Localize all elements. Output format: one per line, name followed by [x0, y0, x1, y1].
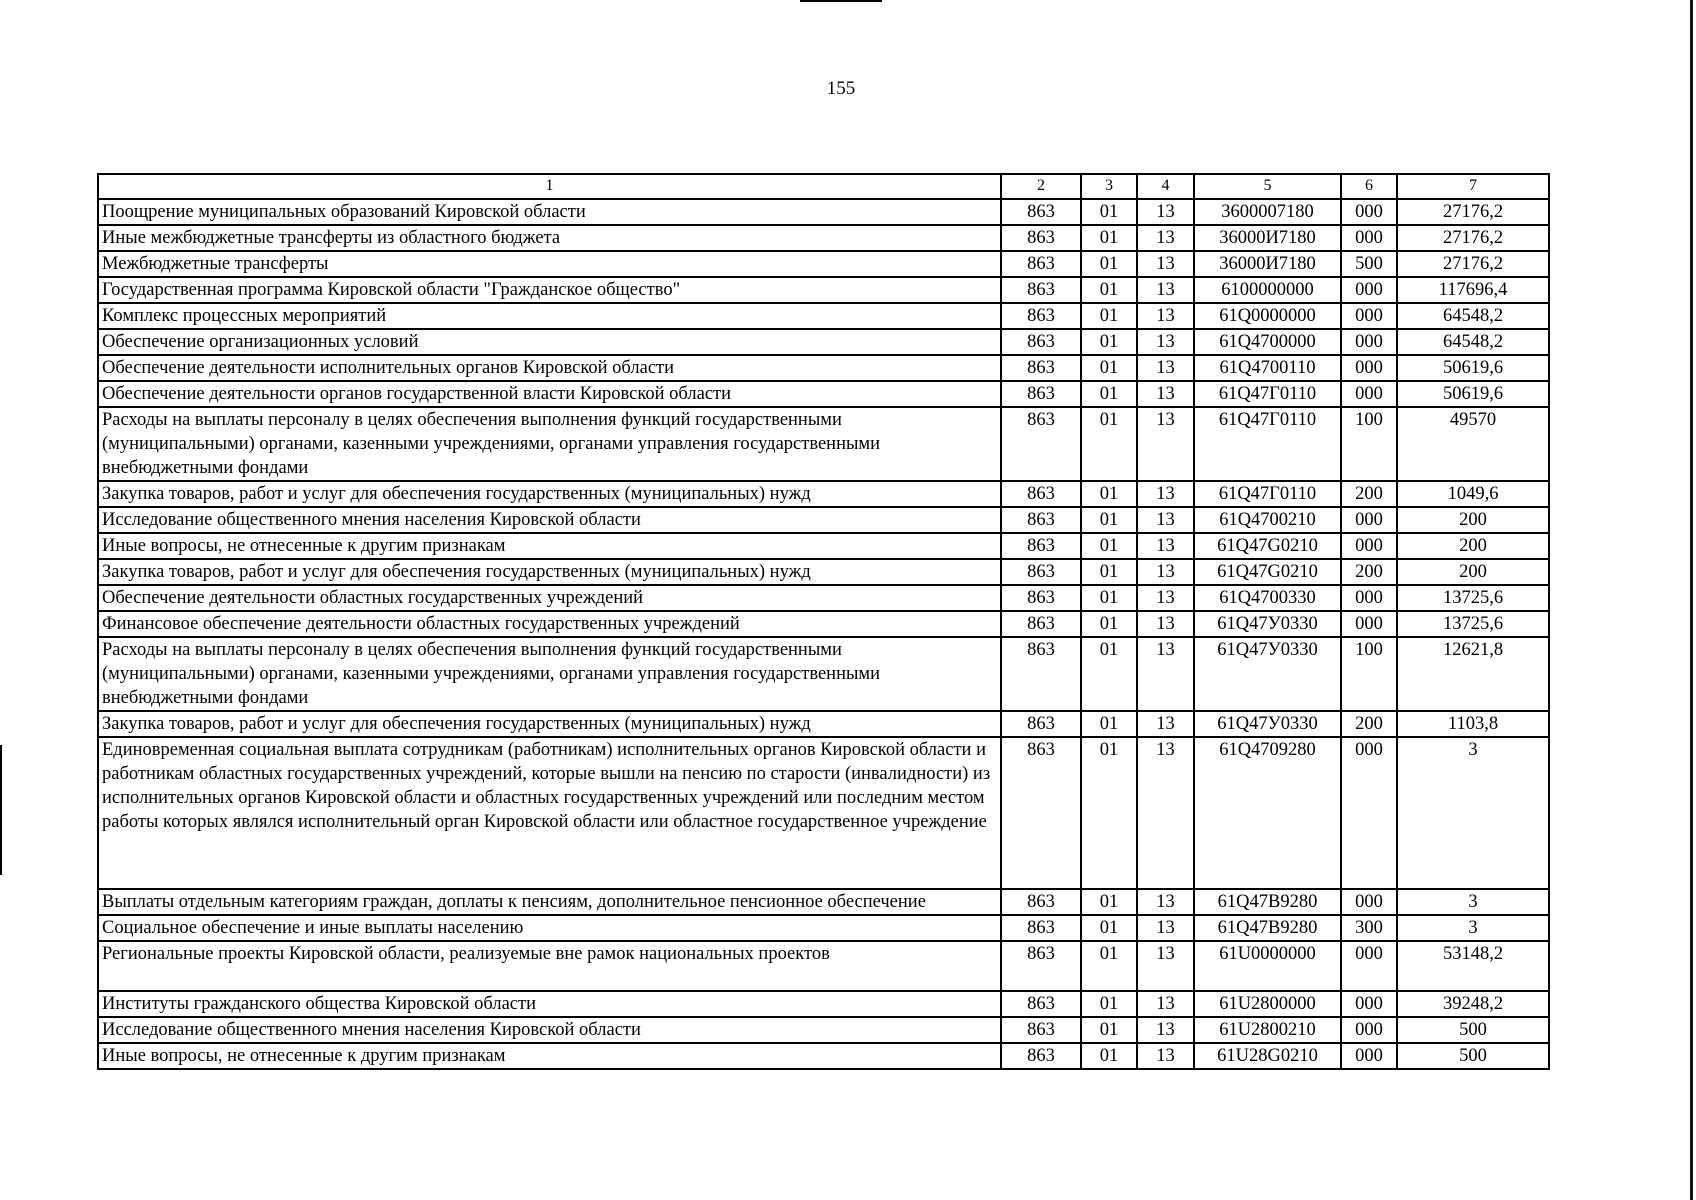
top-rule	[800, 0, 882, 2]
table-row	[98, 941, 1549, 991]
target-article-cell: 61Q4700330	[1194, 585, 1341, 611]
amount-cell: 27176,2	[1397, 251, 1549, 277]
amount-cell: 64548,2	[1397, 303, 1549, 329]
target-article-cell: 61U0000000	[1194, 941, 1341, 991]
subsection-code-cell: 13	[1137, 533, 1194, 559]
target-article-cell: 61Q47У0330	[1194, 637, 1341, 711]
table-row	[98, 559, 1549, 585]
section-code-cell: 01	[1081, 251, 1137, 277]
table-row	[98, 199, 1549, 225]
section-code-cell: 01	[1081, 941, 1137, 991]
target-article-cell: 61Q47У0330	[1194, 711, 1341, 737]
item-name-cell: Социальное обеспечение и иные выплаты населению	[98, 915, 1001, 941]
section-code-cell: 01	[1081, 225, 1137, 251]
table-row	[98, 507, 1549, 533]
amount-cell: 3	[1397, 915, 1549, 941]
chapter-code-cell: 863	[1001, 991, 1081, 1017]
amount-cell: 500	[1397, 1043, 1549, 1069]
subsection-code-cell: 13	[1137, 277, 1194, 303]
table-row	[98, 1043, 1549, 1069]
item-name-cell: Иные вопросы, не отнесенные к другим признакам	[98, 1043, 1001, 1069]
expense-type-cell: 000	[1341, 303, 1397, 329]
section-code-cell: 01	[1081, 277, 1137, 303]
expense-type-cell: 100	[1341, 407, 1397, 481]
chapter-code-cell: 863	[1001, 303, 1081, 329]
section-code-cell: 01	[1081, 991, 1137, 1017]
subsection-code-cell: 13	[1137, 381, 1194, 407]
subsection-code-cell: 13	[1137, 559, 1194, 585]
subsection-code-cell: 13	[1137, 991, 1194, 1017]
subsection-code-cell: 13	[1137, 611, 1194, 637]
expense-type-cell: 000	[1341, 611, 1397, 637]
column-header: 1	[98, 174, 1001, 199]
subsection-code-cell: 13	[1137, 1043, 1194, 1069]
item-name-cell: Закупка товаров, работ и услуг для обеспечения государственных (муниципальных) нужд	[98, 481, 1001, 507]
table-row	[98, 407, 1549, 481]
amount-cell: 13725,6	[1397, 585, 1549, 611]
scan-edge-line	[1690, 0, 1693, 1200]
chapter-code-cell: 863	[1001, 737, 1081, 889]
subsection-code-cell: 13	[1137, 507, 1194, 533]
item-name-cell: Исследование общественного мнения населения Кировской области	[98, 1017, 1001, 1043]
target-article-cell: 61Q47У0330	[1194, 611, 1341, 637]
expense-type-cell: 200	[1341, 481, 1397, 507]
subsection-code-cell: 13	[1137, 915, 1194, 941]
target-article-cell: 61Q0000000	[1194, 303, 1341, 329]
amount-cell: 500	[1397, 1017, 1549, 1043]
section-code-cell: 01	[1081, 889, 1137, 915]
item-name-cell: Обеспечение деятельности областных государственных учреждений	[98, 585, 1001, 611]
table-row	[98, 1017, 1549, 1043]
item-name-cell: Региональные проекты Кировской области, реализуемые вне рамок национальных проектов	[98, 941, 1001, 991]
section-code-cell: 01	[1081, 507, 1137, 533]
item-name-cell: Расходы на выплаты персоналу в целях обеспечения выполнения функций государственными (муниципальными) органами, казенными учреждениями, органами управления государственными внебюджетными фондами	[98, 637, 1001, 711]
section-code-cell: 01	[1081, 611, 1137, 637]
item-name-cell: Межбюджетные трансферты	[98, 251, 1001, 277]
amount-cell: 200	[1397, 533, 1549, 559]
section-code-cell: 01	[1081, 1017, 1137, 1043]
chapter-code-cell: 863	[1001, 199, 1081, 225]
section-code-cell: 01	[1081, 711, 1137, 737]
target-article-cell: 61Q4709280	[1194, 737, 1341, 889]
column-header: 2	[1001, 174, 1081, 199]
subsection-code-cell: 13	[1137, 941, 1194, 991]
amount-cell: 39248,2	[1397, 991, 1549, 1017]
amount-cell: 1049,6	[1397, 481, 1549, 507]
expense-type-cell: 000	[1341, 533, 1397, 559]
chapter-code-cell: 863	[1001, 251, 1081, 277]
expense-type-cell: 000	[1341, 277, 1397, 303]
table-row	[98, 303, 1549, 329]
chapter-code-cell: 863	[1001, 277, 1081, 303]
subsection-code-cell: 13	[1137, 585, 1194, 611]
subsection-code-cell: 13	[1137, 737, 1194, 889]
chapter-code-cell: 863	[1001, 355, 1081, 381]
scan-margin-mark	[0, 745, 2, 875]
table-row	[98, 381, 1549, 407]
table-row	[98, 711, 1549, 737]
expense-type-cell: 000	[1341, 225, 1397, 251]
table-row	[98, 329, 1549, 355]
expense-type-cell: 000	[1341, 507, 1397, 533]
item-name-cell: Обеспечение организационных условий	[98, 329, 1001, 355]
subsection-code-cell: 13	[1137, 329, 1194, 355]
amount-cell: 50619,6	[1397, 381, 1549, 407]
chapter-code-cell: 863	[1001, 637, 1081, 711]
amount-cell: 53148,2	[1397, 941, 1549, 991]
item-name-cell: Обеспечение деятельности исполнительных органов Кировской области	[98, 355, 1001, 381]
section-code-cell: 01	[1081, 737, 1137, 889]
amount-cell: 27176,2	[1397, 199, 1549, 225]
chapter-code-cell: 863	[1001, 1017, 1081, 1043]
chapter-code-cell: 863	[1001, 407, 1081, 481]
subsection-code-cell: 13	[1137, 481, 1194, 507]
expense-type-cell: 000	[1341, 355, 1397, 381]
item-name-cell: Обеспечение деятельности органов государственной власти Кировской области	[98, 381, 1001, 407]
amount-cell: 49570	[1397, 407, 1549, 481]
target-article-cell: 61U2800000	[1194, 991, 1341, 1017]
expense-type-cell: 000	[1341, 1017, 1397, 1043]
item-name-cell: Иные межбюджетные трансферты из областного бюджета	[98, 225, 1001, 251]
target-article-cell: 6100000000	[1194, 277, 1341, 303]
amount-cell: 64548,2	[1397, 329, 1549, 355]
chapter-code-cell: 863	[1001, 915, 1081, 941]
amount-cell: 3	[1397, 889, 1549, 915]
table-body	[98, 199, 1549, 1069]
amount-cell: 27176,2	[1397, 225, 1549, 251]
target-article-cell: 36000И7180	[1194, 225, 1341, 251]
chapter-code-cell: 863	[1001, 381, 1081, 407]
target-article-cell: 61Q4700110	[1194, 355, 1341, 381]
table-row	[98, 277, 1549, 303]
subsection-code-cell: 13	[1137, 711, 1194, 737]
section-code-cell: 01	[1081, 303, 1137, 329]
chapter-code-cell: 863	[1001, 585, 1081, 611]
chapter-code-cell: 863	[1001, 481, 1081, 507]
budget-table	[97, 173, 1550, 1070]
target-article-cell: 36000И7180	[1194, 251, 1341, 277]
subsection-code-cell: 13	[1137, 199, 1194, 225]
section-code-cell: 01	[1081, 915, 1137, 941]
item-name-cell: Финансовое обеспечение деятельности областных государственных учреждений	[98, 611, 1001, 637]
expense-type-cell: 000	[1341, 737, 1397, 889]
amount-cell: 12621,8	[1397, 637, 1549, 711]
subsection-code-cell: 13	[1137, 251, 1194, 277]
item-name-cell: Единовременная социальная выплата сотрудникам (работникам) исполнительных органов Кировской области и работникам областных государственных учреждений, которые вышли на пенсию по старости (инвалидности) из исполнительных органов Кировской области и областных государственных учреждений или последним местом работы которых являлся исполнительный орган Кировской области или областное государственное учреждение	[98, 737, 1001, 889]
target-article-cell: 61Q4700000	[1194, 329, 1341, 355]
item-name-cell: Исследование общественного мнения населения Кировской области	[98, 507, 1001, 533]
chapter-code-cell: 863	[1001, 889, 1081, 915]
target-article-cell: 61U2800210	[1194, 1017, 1341, 1043]
section-code-cell: 01	[1081, 559, 1137, 585]
subsection-code-cell: 13	[1137, 303, 1194, 329]
expense-type-cell: 000	[1341, 381, 1397, 407]
expense-type-cell: 100	[1341, 637, 1397, 711]
target-article-cell: 61Q47G0210	[1194, 559, 1341, 585]
expense-type-cell: 000	[1341, 199, 1397, 225]
table-row	[98, 585, 1549, 611]
section-code-cell: 01	[1081, 481, 1137, 507]
amount-cell: 200	[1397, 559, 1549, 585]
table-row	[98, 991, 1549, 1017]
column-header: 4	[1137, 174, 1194, 199]
chapter-code-cell: 863	[1001, 559, 1081, 585]
expense-type-cell: 000	[1341, 991, 1397, 1017]
table-row	[98, 915, 1549, 941]
section-code-cell: 01	[1081, 533, 1137, 559]
chapter-code-cell: 863	[1001, 711, 1081, 737]
column-header: 5	[1194, 174, 1341, 199]
page-number: 155	[826, 78, 856, 99]
chapter-code-cell: 863	[1001, 611, 1081, 637]
subsection-code-cell: 13	[1137, 637, 1194, 711]
section-code-cell: 01	[1081, 355, 1137, 381]
target-article-cell: 61Q47B9280	[1194, 915, 1341, 941]
section-code-cell: 01	[1081, 199, 1137, 225]
amount-cell: 1103,8	[1397, 711, 1549, 737]
table-row	[98, 481, 1549, 507]
table-row	[98, 533, 1549, 559]
chapter-code-cell: 863	[1001, 941, 1081, 991]
target-article-cell: 61U28G0210	[1194, 1043, 1341, 1069]
chapter-code-cell: 863	[1001, 1043, 1081, 1069]
amount-cell: 3	[1397, 737, 1549, 889]
expense-type-cell: 000	[1341, 889, 1397, 915]
section-code-cell: 01	[1081, 407, 1137, 481]
section-code-cell: 01	[1081, 1043, 1137, 1069]
section-code-cell: 01	[1081, 329, 1137, 355]
subsection-code-cell: 13	[1137, 1017, 1194, 1043]
item-name-cell: Закупка товаров, работ и услуг для обеспечения государственных (муниципальных) нужд	[98, 559, 1001, 585]
column-header: 3	[1081, 174, 1137, 199]
item-name-cell: Закупка товаров, работ и услуг для обеспечения государственных (муниципальных) нужд	[98, 711, 1001, 737]
target-article-cell: 61Q47G0210	[1194, 533, 1341, 559]
chapter-code-cell: 863	[1001, 533, 1081, 559]
target-article-cell: 61Q47B9280	[1194, 889, 1341, 915]
expense-type-cell: 200	[1341, 711, 1397, 737]
subsection-code-cell: 13	[1137, 407, 1194, 481]
table-row	[98, 251, 1549, 277]
item-name-cell: Комплекс процессных мероприятий	[98, 303, 1001, 329]
expense-type-cell: 200	[1341, 559, 1397, 585]
table-row	[98, 737, 1549, 889]
expense-type-cell: 000	[1341, 585, 1397, 611]
table-row	[98, 355, 1549, 381]
item-name-cell: Государственная программа Кировской области "Гражданское общество"	[98, 277, 1001, 303]
target-article-cell: 61Q4700210	[1194, 507, 1341, 533]
item-name-cell: Иные вопросы, не отнесенные к другим признакам	[98, 533, 1001, 559]
target-article-cell: 61Q47Г0110	[1194, 481, 1341, 507]
amount-cell: 50619,6	[1397, 355, 1549, 381]
subsection-code-cell: 13	[1137, 889, 1194, 915]
table-row	[98, 889, 1549, 915]
item-name-cell: Институты гражданского общества Кировской области	[98, 991, 1001, 1017]
amount-cell: 13725,6	[1397, 611, 1549, 637]
table-row	[98, 611, 1549, 637]
column-header: 6	[1341, 174, 1397, 199]
subsection-code-cell: 13	[1137, 225, 1194, 251]
expense-type-cell: 000	[1341, 941, 1397, 991]
table-row	[98, 637, 1549, 711]
subsection-code-cell: 13	[1137, 355, 1194, 381]
expense-type-cell: 000	[1341, 1043, 1397, 1069]
table-header-row	[98, 174, 1549, 199]
section-code-cell: 01	[1081, 381, 1137, 407]
amount-cell: 117696,4	[1397, 277, 1549, 303]
column-header: 7	[1397, 174, 1549, 199]
chapter-code-cell: 863	[1001, 225, 1081, 251]
expense-type-cell: 300	[1341, 915, 1397, 941]
expense-type-cell: 000	[1341, 329, 1397, 355]
target-article-cell: 61Q47Г0110	[1194, 407, 1341, 481]
target-article-cell: 61Q47Г0110	[1194, 381, 1341, 407]
table-row	[98, 225, 1549, 251]
chapter-code-cell: 863	[1001, 507, 1081, 533]
amount-cell: 200	[1397, 507, 1549, 533]
item-name-cell: Поощрение муниципальных образований Кировской области	[98, 199, 1001, 225]
target-article-cell: 3600007180	[1194, 199, 1341, 225]
section-code-cell: 01	[1081, 637, 1137, 711]
chapter-code-cell: 863	[1001, 329, 1081, 355]
item-name-cell: Расходы на выплаты персоналу в целях обеспечения выполнения функций государственными (муниципальными) органами, казенными учреждениями, органами управления государственными внебюджетными фондами	[98, 407, 1001, 481]
section-code-cell: 01	[1081, 585, 1137, 611]
item-name-cell: Выплаты отдельным категориям граждан, доплаты к пенсиям, дополнительное пенсионное обеспечение	[98, 889, 1001, 915]
expense-type-cell: 500	[1341, 251, 1397, 277]
